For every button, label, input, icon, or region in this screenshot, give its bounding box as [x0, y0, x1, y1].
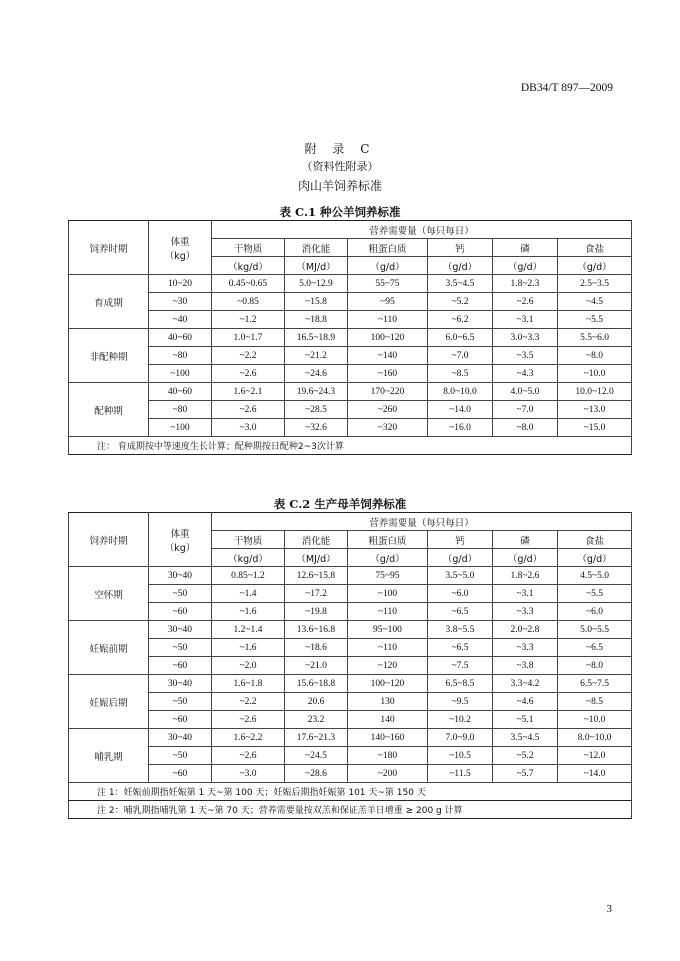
data-cell: ~100 [149, 365, 212, 383]
data-cell: ~18.6 [285, 639, 348, 657]
data-cell: 23.2 [285, 711, 348, 729]
col-period-header: 饲养时期 [69, 221, 149, 275]
data-cell: ~21.0 [285, 657, 348, 675]
data-cell: ~3.1 [493, 585, 558, 603]
data-cell: ~21.2 [285, 347, 348, 365]
data-cell: 3.3~4.2 [493, 675, 558, 693]
data-cell: ~8.5 [558, 693, 632, 711]
table-row [69, 401, 632, 419]
data-cell: ~3.3 [493, 603, 558, 621]
data-cell: ~60 [149, 765, 212, 783]
data-cell: ~6.0 [558, 603, 632, 621]
data-cell: ~9.5 [428, 693, 493, 711]
column-unit: （MJ/d） [285, 549, 348, 567]
table2-caption: 表 C.2 生产母羊饲养标准 [273, 497, 407, 511]
column-name: 粗蛋白质 [348, 531, 428, 549]
data-cell: ~28.5 [285, 401, 348, 419]
column-unit: （g/d） [493, 257, 558, 275]
data-cell: 4.5~5.0 [558, 567, 632, 585]
data-cell: ~0.85 [212, 293, 285, 311]
data-cell: 1.2~1.4 [212, 621, 285, 639]
data-cell: 15.6~18.8 [285, 675, 348, 693]
data-cell: ~10.0 [558, 365, 632, 383]
data-cell: 55~75 [348, 275, 428, 293]
table-row [69, 365, 632, 383]
data-cell: 20.6 [285, 693, 348, 711]
data-cell: ~24.6 [285, 365, 348, 383]
data-cell: ~110 [348, 603, 428, 621]
data-cell: 2.0~2.8 [493, 621, 558, 639]
data-cell: 6.5~7.5 [558, 675, 632, 693]
data-cell: ~2.2 [212, 693, 285, 711]
data-cell: ~13.0 [558, 401, 632, 419]
data-cell: 1.6~2.1 [212, 383, 285, 401]
data-cell: ~5.2 [493, 747, 558, 765]
data-cell: ~2.6 [212, 747, 285, 765]
data-cell: ~15.0 [558, 419, 632, 437]
data-cell: ~80 [149, 401, 212, 419]
column-unit: （kg/d） [212, 257, 285, 275]
data-cell: ~200 [348, 765, 428, 783]
data-cell: 8.0~10.0 [428, 383, 493, 401]
data-cell: ~50 [149, 693, 212, 711]
data-cell: ~2.6 [212, 711, 285, 729]
table-row [69, 275, 632, 293]
header-row [69, 513, 632, 531]
data-cell: ~60 [149, 657, 212, 675]
column-unit: （MJ/d） [285, 257, 348, 275]
data-cell: 5.0~12.9 [285, 275, 348, 293]
weight-unit: （kg） [164, 250, 196, 262]
data-cell: ~320 [348, 419, 428, 437]
data-cell: ~1.2 [212, 311, 285, 329]
data-cell: ~2.2 [212, 347, 285, 365]
table-row [69, 675, 632, 693]
table-row [69, 419, 632, 437]
data-cell: 100~120 [348, 675, 428, 693]
period-cell: 空怀期 [69, 567, 149, 621]
table-row [69, 585, 632, 603]
data-cell: 10~20 [149, 275, 212, 293]
nutrient-group-header: 营养需要量（每只每日） [212, 513, 632, 531]
data-cell: 30~40 [149, 729, 212, 747]
data-cell: 6.0~6.5 [428, 329, 493, 347]
table-row [69, 603, 632, 621]
weight-label: 体重 [170, 528, 190, 540]
table-note: 注： 育成期按中等速度生长计算；配种期按日配种2~3次计算 [69, 437, 632, 455]
data-cell: ~18.8 [285, 311, 348, 329]
data-cell: ~16.0 [428, 419, 493, 437]
data-cell: ~28.6 [285, 765, 348, 783]
data-cell: 1.0~1.7 [212, 329, 285, 347]
data-cell: ~19.8 [285, 603, 348, 621]
table-note: 注 1：妊娠前期指妊娠第 1 天~第 100 天；妊娠后期指妊娠第 101 天~第 150 天 [69, 783, 632, 801]
data-cell: ~32.6 [285, 419, 348, 437]
period-cell: 妊娠前期 [69, 621, 149, 675]
data-cell: ~50 [149, 747, 212, 765]
period-cell: 非配种期 [69, 329, 149, 383]
table-row [69, 621, 632, 639]
data-cell: 13.6~16.8 [285, 621, 348, 639]
column-unit: （g/d） [428, 549, 493, 567]
data-cell: ~10.0 [558, 711, 632, 729]
data-cell: ~14.0 [558, 765, 632, 783]
table-row [69, 657, 632, 675]
appendix-heading [0, 140, 680, 196]
data-cell: 2.5~3.5 [558, 275, 632, 293]
data-cell: 7.0~9.0 [428, 729, 493, 747]
data-cell: ~95 [348, 293, 428, 311]
data-cell: ~3.8 [493, 657, 558, 675]
data-cell: ~2.6 [493, 293, 558, 311]
data-cell: 17.6~21.3 [285, 729, 348, 747]
column-name: 钙 [428, 531, 493, 549]
period-cell: 配种期 [69, 383, 149, 437]
weight-label: 体重 [170, 236, 190, 248]
data-cell: 3.5~4.5 [428, 275, 493, 293]
column-unit: （g/d） [558, 549, 632, 567]
data-cell: ~140 [348, 347, 428, 365]
data-cell: ~5.2 [428, 293, 493, 311]
data-cell: ~2.6 [212, 365, 285, 383]
data-cell: 170~220 [348, 383, 428, 401]
column-name: 磷 [493, 531, 558, 549]
data-cell: ~3.0 [212, 419, 285, 437]
data-cell: 3.5~5.0 [428, 567, 493, 585]
data-cell: 75~95 [348, 567, 428, 585]
data-cell: ~4.6 [493, 693, 558, 711]
table-row [69, 311, 632, 329]
data-cell: 3.5~4.5 [493, 729, 558, 747]
table-note: 注 2：哺乳期指哺乳第 1 天~第 70 天；营养需要量按双羔和保证羔羊日增重 ≥ 200 g 计算 [69, 801, 632, 819]
column-unit: （g/d） [493, 549, 558, 567]
data-cell: ~5.1 [493, 711, 558, 729]
data-cell: ~6.5 [428, 639, 493, 657]
period-cell: 哺乳期 [69, 729, 149, 783]
ram-feeding-standard-table [68, 220, 632, 455]
document-number: DB34/T 897—2009 [520, 82, 613, 94]
appendix-subtitle: （资料性附录） [301, 160, 379, 173]
data-cell: 40~60 [149, 383, 212, 401]
data-cell: ~110 [348, 639, 428, 657]
table-row [69, 293, 632, 311]
data-cell: ~110 [348, 311, 428, 329]
appendix-name: 肉山羊饲养标准 [297, 179, 382, 193]
data-cell: ~6.0 [428, 585, 493, 603]
data-cell: 1.8~2.3 [493, 275, 558, 293]
data-cell: ~7.0 [428, 347, 493, 365]
data-cell: ~100 [149, 419, 212, 437]
table-row [69, 639, 632, 657]
data-cell: ~3.0 [212, 765, 285, 783]
column-name: 干物质 [212, 531, 285, 549]
data-cell: ~14.0 [428, 401, 493, 419]
note-row [69, 437, 632, 455]
data-cell: ~6.2 [428, 311, 493, 329]
data-cell: 140~160 [348, 729, 428, 747]
nutrient-group-header: 营养需要量（每只每日） [212, 221, 632, 239]
data-cell: ~1.6 [212, 603, 285, 621]
data-cell: ~260 [348, 401, 428, 419]
weight-unit: （kg） [164, 542, 196, 554]
period-cell: 妊娠后期 [69, 675, 149, 729]
table-row [69, 567, 632, 585]
data-cell: 130 [348, 693, 428, 711]
data-cell: ~60 [149, 711, 212, 729]
header-row [69, 221, 632, 239]
table-row [69, 383, 632, 401]
ewe-feeding-standard-table [68, 512, 632, 819]
data-cell: ~4.3 [493, 365, 558, 383]
data-cell: ~8.0 [558, 657, 632, 675]
data-cell: ~5.7 [493, 765, 558, 783]
data-cell: ~10.2 [428, 711, 493, 729]
data-cell: ~8.0 [493, 419, 558, 437]
data-cell: ~3.5 [493, 347, 558, 365]
table-row [69, 711, 632, 729]
period-cell: 育成期 [69, 275, 149, 329]
data-cell: 1.8~2.6 [493, 567, 558, 585]
data-cell: 3.8~5.5 [428, 621, 493, 639]
data-cell: 6.5~8.5 [428, 675, 493, 693]
column-name: 粗蛋白质 [348, 239, 428, 257]
data-cell: 10.0~12.0 [558, 383, 632, 401]
data-cell: ~8.0 [558, 347, 632, 365]
data-cell: ~80 [149, 347, 212, 365]
data-cell: ~50 [149, 639, 212, 657]
data-cell: 4.0~5.0 [493, 383, 558, 401]
data-cell: ~120 [348, 657, 428, 675]
data-cell: ~180 [348, 747, 428, 765]
table-row [69, 729, 632, 747]
column-name: 干物质 [212, 239, 285, 257]
data-cell: ~12.0 [558, 747, 632, 765]
column-unit: （g/d） [428, 257, 493, 275]
data-cell: 30~40 [149, 621, 212, 639]
table-row [69, 747, 632, 765]
data-cell: 95~100 [348, 621, 428, 639]
table1-caption: 表 C.1 种公羊饲养标准 [279, 205, 401, 219]
data-cell: 1.6~2.2 [212, 729, 285, 747]
column-name: 食盐 [558, 239, 632, 257]
data-cell: 140 [348, 711, 428, 729]
column-unit: （g/d） [558, 257, 632, 275]
data-cell: ~6.5 [428, 603, 493, 621]
data-cell: ~30 [149, 293, 212, 311]
data-cell: ~50 [149, 585, 212, 603]
data-cell: ~7.5 [428, 657, 493, 675]
data-cell: 30~40 [149, 567, 212, 585]
data-cell: 8.0~10.0 [558, 729, 632, 747]
data-cell: 1.6~1.8 [212, 675, 285, 693]
table-row [69, 765, 632, 783]
data-cell: ~4.5 [558, 293, 632, 311]
data-cell: 3.0~3.3 [493, 329, 558, 347]
data-cell: 0.45~0.65 [212, 275, 285, 293]
column-name: 消化能 [285, 239, 348, 257]
data-cell: 0.85~1.2 [212, 567, 285, 585]
column-name: 食盐 [558, 531, 632, 549]
data-cell: ~7.0 [493, 401, 558, 419]
table-row [69, 329, 632, 347]
column-unit: （g/d） [348, 257, 428, 275]
data-cell: ~2.0 [212, 657, 285, 675]
data-cell: ~100 [348, 585, 428, 603]
data-cell: 40~60 [149, 329, 212, 347]
column-name: 消化能 [285, 531, 348, 549]
data-cell: ~3.1 [493, 311, 558, 329]
col-period-header: 饲养时期 [69, 513, 149, 567]
data-cell: ~11.5 [428, 765, 493, 783]
col-weight-header [149, 221, 212, 275]
data-cell: ~160 [348, 365, 428, 383]
data-cell: 19.6~24.3 [285, 383, 348, 401]
data-cell: ~2.6 [212, 401, 285, 419]
data-cell: ~17.2 [285, 585, 348, 603]
data-cell: 16.5~18.9 [285, 329, 348, 347]
data-cell: 12.6~15.8 [285, 567, 348, 585]
page-number: 3 [606, 903, 612, 915]
col-weight-header [149, 513, 212, 567]
data-cell: 30~40 [149, 675, 212, 693]
table-row [69, 693, 632, 711]
data-cell: 5.0~5.5 [558, 621, 632, 639]
data-cell: ~8.5 [428, 365, 493, 383]
data-cell: ~1.4 [212, 585, 285, 603]
table-row [69, 347, 632, 365]
data-cell: ~3.3 [493, 639, 558, 657]
data-cell: ~5.5 [558, 585, 632, 603]
data-cell: ~1.6 [212, 639, 285, 657]
appendix-title: 附 录 C [304, 142, 376, 156]
data-cell: ~10.5 [428, 747, 493, 765]
data-cell: ~5.5 [558, 311, 632, 329]
data-cell: ~40 [149, 311, 212, 329]
data-cell: ~15.8 [285, 293, 348, 311]
column-unit: （kg/d） [212, 549, 285, 567]
data-cell: 100~120 [348, 329, 428, 347]
note-row [69, 801, 632, 819]
column-unit: （g/d） [348, 549, 428, 567]
column-name: 磷 [493, 239, 558, 257]
data-cell: 5.5~6.0 [558, 329, 632, 347]
data-cell: ~24.5 [285, 747, 348, 765]
note-row [69, 783, 632, 801]
column-name: 钙 [428, 239, 493, 257]
data-cell: ~6.5 [558, 639, 632, 657]
data-cell: ~60 [149, 603, 212, 621]
